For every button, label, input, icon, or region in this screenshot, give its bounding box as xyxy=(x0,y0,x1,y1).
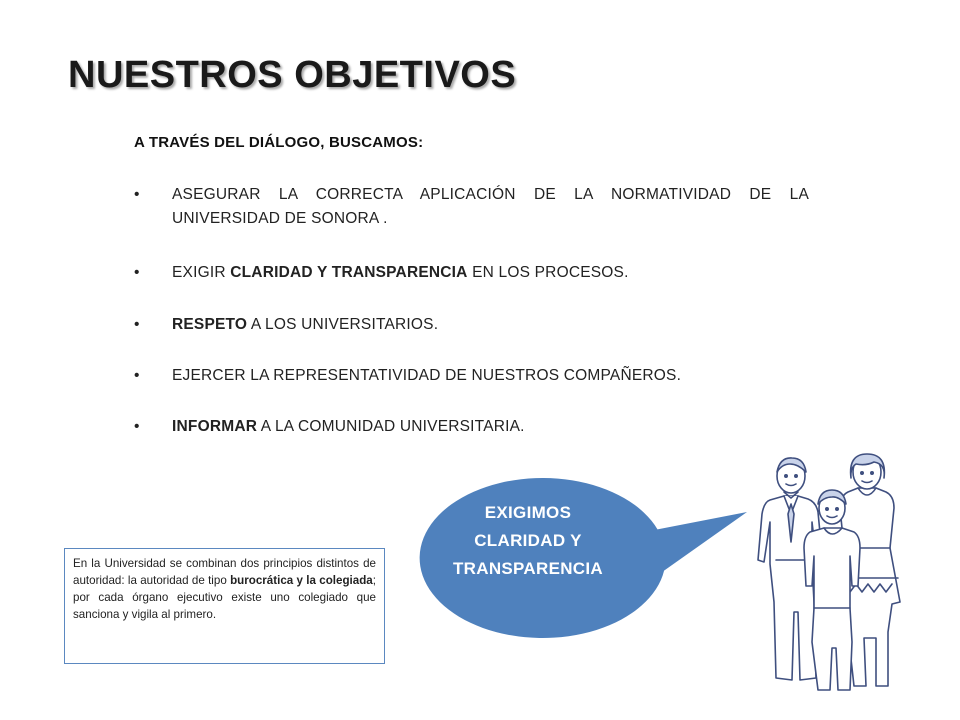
objective-item-4 xyxy=(134,364,809,388)
group-of-people-icon xyxy=(740,452,910,692)
bubble-line: EXIGIMOS xyxy=(484,503,572,522)
objective-text: ASEGURAR LA CORRECTA APLICACIÓN DE LA NORMATIVIDAD DE LA UNIVERSIDAD DE SONORA . xyxy=(172,186,809,227)
objective-text: A LOS UNIVERSITARIOS. xyxy=(247,316,439,333)
objective-text: EXIGIR xyxy=(172,264,231,281)
objective-text: EN LOS PROCESOS. xyxy=(467,264,629,281)
bubble-line: TRANSPARENCIA xyxy=(453,559,603,578)
bullet-icon: • xyxy=(134,418,140,435)
objective-emphasis: INFORMAR xyxy=(172,418,258,435)
bullet-icon: • xyxy=(134,367,140,384)
note-emphasis: burocrática y la colegiada xyxy=(230,574,373,587)
objective-text: A LA COMUNIDAD UNIVERSITARIA. xyxy=(257,418,525,435)
objective-emphasis: RESPETO xyxy=(172,316,248,333)
bullet-icon: • xyxy=(134,186,140,203)
bullet-icon: • xyxy=(134,316,140,333)
bullet-icon: • xyxy=(134,264,140,281)
authority-note xyxy=(64,548,385,664)
note-text: En la Universidad se combinan dos principios distintos de autoridad: la autoridad de tipo xyxy=(73,557,376,587)
bubble-line: CLARIDAD Y xyxy=(474,531,582,550)
objective-item-1 xyxy=(134,183,809,231)
objective-text: EJERCER LA REPRESENTATIVIDAD DE NUESTROS COMPAÑEROS. xyxy=(172,367,682,384)
note-text: ; por cada órgano ejecutivo existe uno colegiado que sanciona y vigila al primero. xyxy=(73,574,376,621)
page-title: NUESTROS OBJETIVOS xyxy=(68,54,517,96)
speech-bubble-text xyxy=(414,499,642,583)
objective-item-5 xyxy=(134,415,809,439)
objective-emphasis: CLARIDAD Y TRANSPARENCIA xyxy=(230,264,468,281)
objective-item-3 xyxy=(134,313,809,337)
objectives-intro: A TRAVÉS DEL DIÁLOGO, BUSCAMOS: xyxy=(134,134,424,151)
objective-item-2 xyxy=(134,261,809,285)
